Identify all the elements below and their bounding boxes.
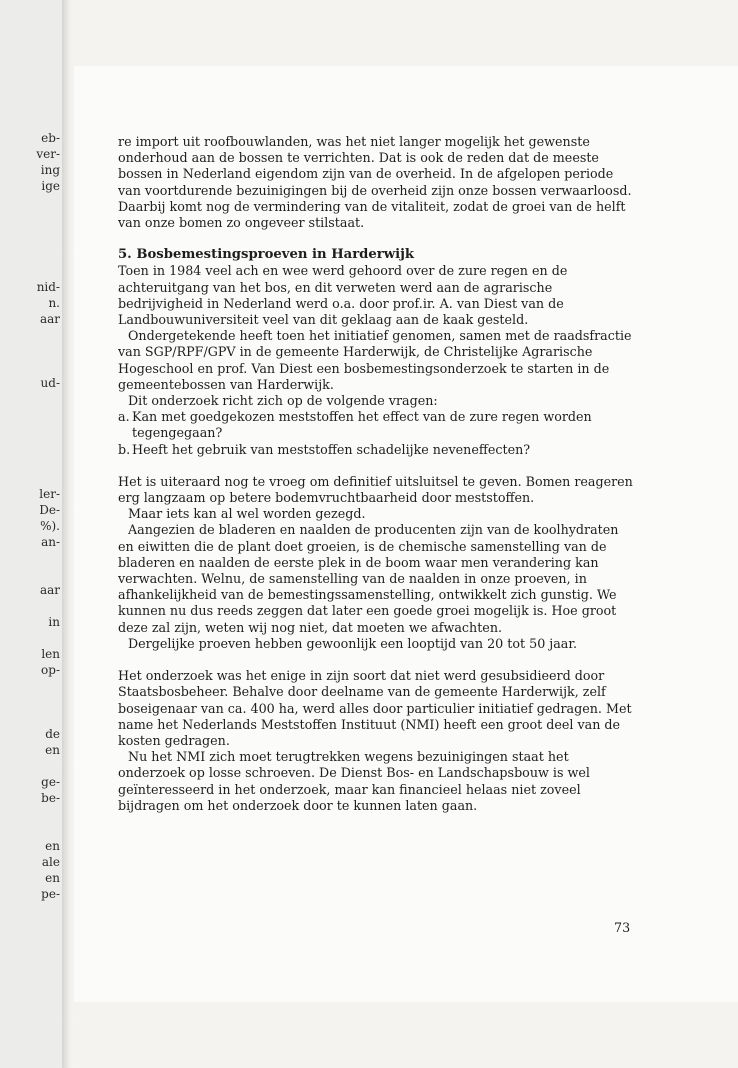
results-paragraph: Dergelijke proeven hebben gewoonlijk een looptijd van 20 tot 50 jaar. bbox=[128, 635, 578, 651]
facing-page-fragment: aar bbox=[39, 312, 60, 326]
facing-page-fragment: n. bbox=[48, 296, 60, 310]
results-paragraph: Aangezien de bladeren en naalden de producenten zijn van de koolhydraten en eiwitten die de plant doet groeien, is de chemische samenstelling van de bladeren en naalden de eerste plek in de boom waar men verandering kan verwachten. Welnu, de samenstelling van de naalden in onze proeven, in afhankelijkheid van de bemestingssamenstelling, ontwikkelt zich gunstig. We kunnen nu dus reeds zeggen dat later een goede groei mogelijk is. Hoe groot deze zal zijn, weten wij nog niet, dat moeten we afwachten. bbox=[118, 522, 619, 635]
facing-page-fragment: op- bbox=[41, 663, 60, 677]
page-body bbox=[118, 134, 634, 814]
facing-page-fragment: len bbox=[41, 647, 60, 661]
facing-page-fragment: ale bbox=[41, 855, 60, 869]
facing-page-fragment: en bbox=[45, 743, 60, 757]
results-paragraph: Het is uiteraard nog te vroeg om definitief uitsluitsel te geven. Bomen reageren erg langzaam op betere bodemvruchtbaarheid door meststoffen. bbox=[118, 473, 633, 506]
funding-paragraph: Het onderzoek was het enige in zijn soort dat niet werd gesubsidieerd door Staatsbosbeheer. Behalve door deelname van de gemeente Harderwijk, zelf boseigenaar van ca. 400 ha, werd alles door particulier initiatief gedragen. Met name het Nederlands Meststoffen Instituut (NMI) heeft een groot deel van de kosten gedragen. bbox=[118, 668, 632, 748]
section-heading: 5. Bosbemestingsproeven in Harderwijk bbox=[118, 247, 414, 263]
section-paragraph: Toen in 1984 veel ach en wee werd gehoord over de zure regen en de achteruitgang van het bos, en dit verweten werd aan de agrarische bedrijvigheid in Nederland werd o.a. door prof.ir. A. van Diest van de Landbouwuniversiteit veel van dit geklaag aan de kaak gesteld. bbox=[118, 263, 568, 328]
facing-page-fragment: de bbox=[45, 727, 60, 741]
facing-page-edge bbox=[0, 0, 62, 1068]
question-marker: b. bbox=[118, 441, 131, 457]
section-paragraph: Dit onderzoek richt zich op de volgende vragen: bbox=[128, 393, 438, 409]
facing-page-fragment: an- bbox=[41, 535, 60, 549]
question-marker: a. bbox=[118, 409, 130, 425]
question-text: Kan met goedgekozen meststoffen het effect van de zure regen worden tegengegaan? bbox=[132, 409, 592, 441]
question-item bbox=[118, 409, 634, 441]
intro-paragraph: re import uit roofbouwlanden, was het niet langer mogelijk het gewenste onderhoud aan de bossen te verrichten. Dat is ook de reden dat de meeste bossen in Nederland eigendom zijn van de overheid. In de afgelopen periode van voortdurende bezuinigingen bij de overheid zijn onze bossen verwaarloosd. Daarbij komt nog de vermindering van de vitaliteit, zodat de groei van de helft van onze bomen zo ongeveer stilstaat. bbox=[118, 134, 632, 231]
facing-page-fragment: ud- bbox=[40, 376, 60, 390]
facing-page-fragment: en bbox=[45, 839, 60, 853]
facing-page-fragment: ver- bbox=[36, 147, 60, 161]
facing-page-fragment: De- bbox=[39, 503, 60, 517]
facing-page-fragment: nid- bbox=[36, 280, 60, 294]
funding-paragraph: Nu het NMI zich moet terugtrekken wegens bezuinigingen staat het onderzoek op losse schroeven. De Dienst Bos- en Landschapsbouw is wel geïnteresseerd in het onderzoek, maar kan financieel helaas niet zoveel bijdragen om het onderzoek door te kunnen laten gaan. bbox=[118, 749, 590, 813]
facing-page-fragment: aar bbox=[39, 583, 60, 597]
facing-page-fragment: ge- bbox=[41, 775, 60, 789]
results-paragraph: Maar iets kan al wel worden gezegd. bbox=[128, 506, 366, 522]
facing-page-fragment: ing bbox=[40, 163, 60, 177]
facing-page-fragment: in bbox=[48, 615, 60, 629]
book-gutter bbox=[62, 0, 74, 1068]
facing-page-fragment: eb- bbox=[41, 131, 60, 145]
book-page bbox=[74, 66, 738, 1002]
page-number: 73 bbox=[614, 920, 631, 935]
facing-page-fragment: %). bbox=[40, 519, 60, 533]
facing-page-fragment: ige bbox=[41, 179, 60, 193]
question-text: Heeft het gebruik van meststoffen schadelijke neveneffecten? bbox=[132, 441, 531, 457]
facing-page-fragment: en bbox=[45, 871, 60, 885]
facing-page-fragment: pe- bbox=[41, 887, 60, 901]
facing-page-fragment: be- bbox=[41, 791, 60, 805]
facing-page-fragment: ler- bbox=[39, 487, 60, 501]
section-paragraph: Ondergetekende heeft toen het initiatief genomen, samen met de raadsfractie van SGP/RPF/GPV in de gemeente Harderwijk, de Christelijke Agrarische Hogeschool en prof. Van Diest een bosbemestingsonderzoek te starten in de gemeentebossen van Harderwijk. bbox=[118, 328, 632, 392]
question-item bbox=[118, 442, 634, 458]
